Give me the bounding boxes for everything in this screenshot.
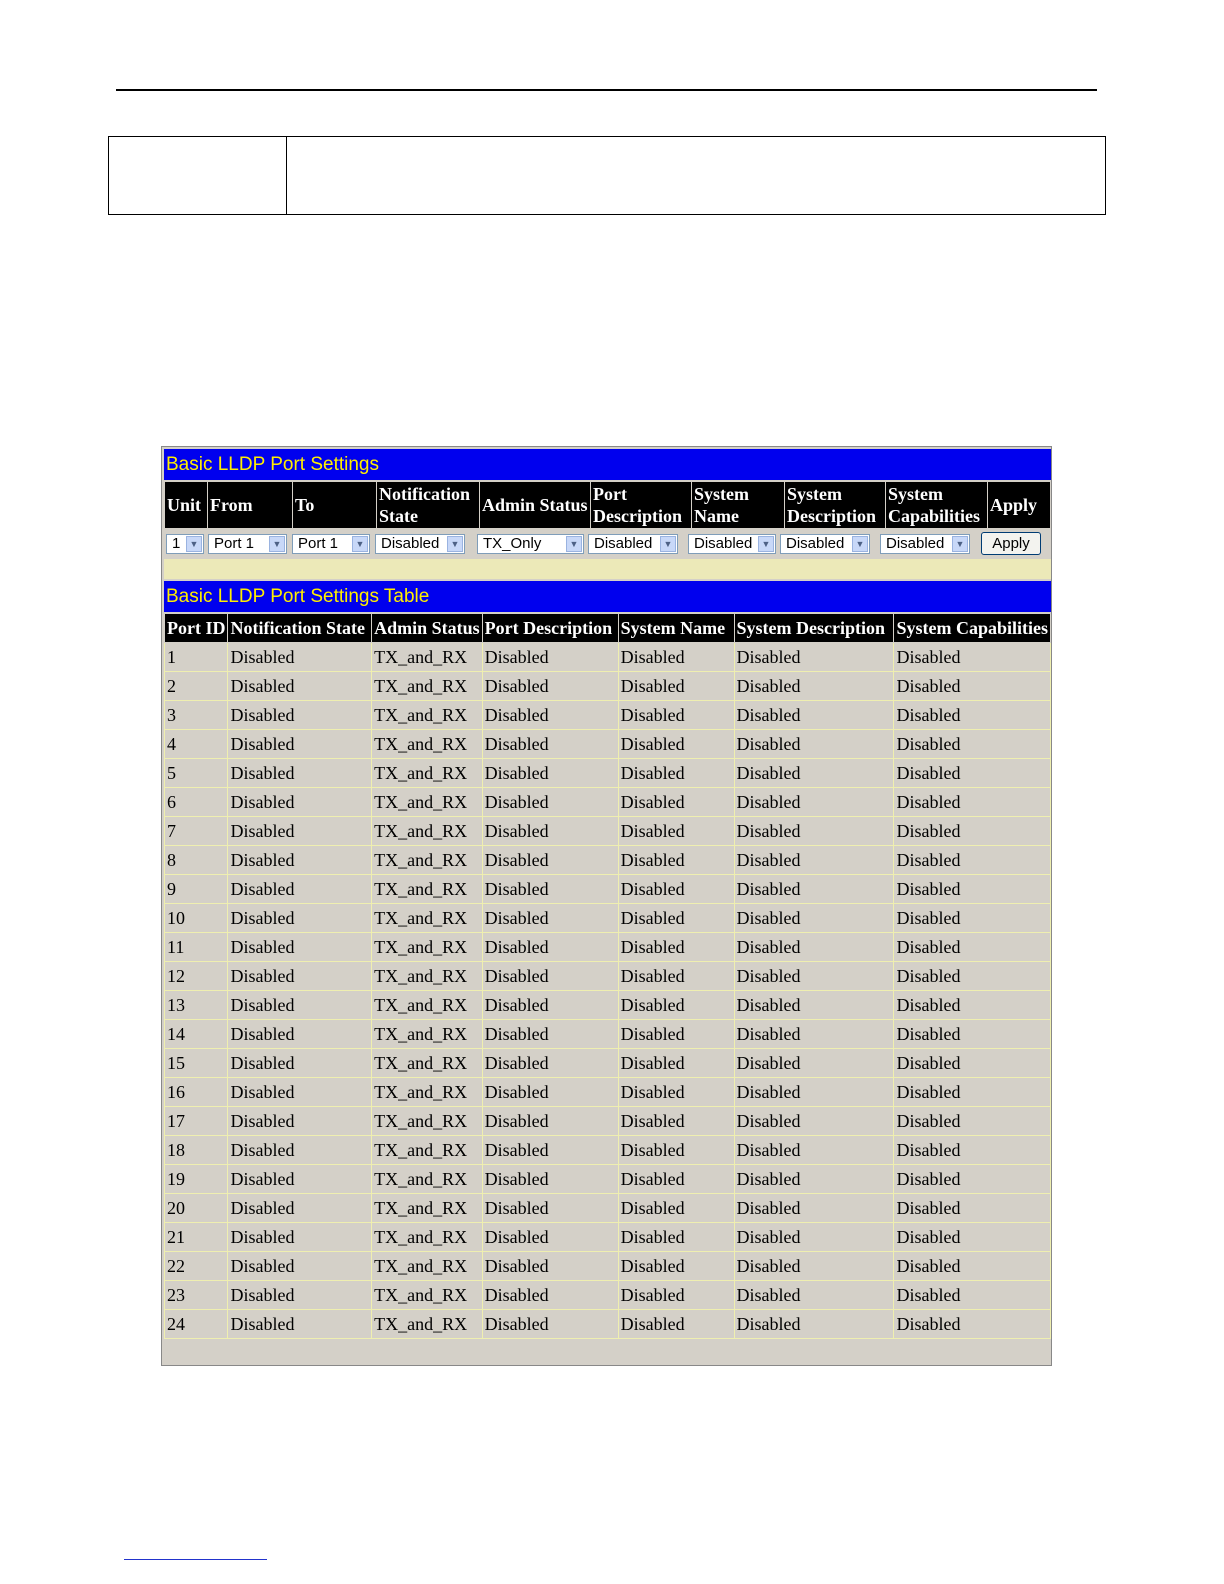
cell-port-description: Disabled: [482, 1310, 618, 1339]
cell-admin-status: TX_and_RX: [372, 643, 483, 672]
cell-port-description: Disabled: [482, 817, 618, 846]
cell-notification-state: Disabled: [228, 962, 372, 991]
cell-system-capabilities: Disabled: [894, 1049, 1051, 1078]
table-row: [165, 759, 1051, 788]
cell-port-id: 24: [165, 1310, 228, 1339]
cell-port-id: 1: [165, 643, 228, 672]
cell-system-capabilities: Disabled: [894, 672, 1051, 701]
table-row: [165, 817, 1051, 846]
cell-notification-state: Disabled: [228, 759, 372, 788]
table-row: [165, 933, 1051, 962]
cell-port-description: Disabled: [482, 1252, 618, 1281]
system-capabilities-select[interactable]: [880, 534, 970, 554]
system-name-value: Disabled: [694, 534, 753, 552]
cell-system-name: Disabled: [618, 672, 734, 701]
cell-port-id: 7: [165, 817, 228, 846]
table-row: [165, 1310, 1051, 1339]
cell-notification-state: Disabled: [228, 1281, 372, 1310]
header-system-name: System Name: [692, 482, 785, 529]
cell-port-description: Disabled: [482, 1136, 618, 1165]
cell-port-description: Disabled: [482, 904, 618, 933]
chevron-down-icon[interactable]: ▼: [852, 536, 868, 552]
cell-port-description: Disabled: [482, 1223, 618, 1252]
cell-system-capabilities: Disabled: [894, 1281, 1051, 1310]
cell-system-name: Disabled: [618, 1136, 734, 1165]
port-table-body: [165, 643, 1051, 1339]
table-row: [165, 730, 1051, 759]
cell-notification-state: Disabled: [228, 1223, 372, 1252]
table-row: [165, 962, 1051, 991]
cell-port-description: Disabled: [482, 1165, 618, 1194]
cell-system-capabilities: Disabled: [894, 643, 1051, 672]
apply-button[interactable]: Apply: [981, 532, 1041, 555]
header-system-name: System Name: [618, 614, 734, 643]
cell-admin-status: TX_and_RX: [372, 759, 483, 788]
header-apply: Apply: [988, 482, 1051, 529]
chevron-down-icon[interactable]: ▼: [758, 536, 774, 552]
table-row: [165, 1223, 1051, 1252]
table-row: [165, 875, 1051, 904]
cell-system-name: Disabled: [618, 1049, 734, 1078]
cell-system-capabilities: Disabled: [894, 904, 1051, 933]
header-system-capabilities: System Capabilities: [886, 482, 988, 529]
header-port-id: Port ID: [165, 614, 228, 643]
cell-port-id: 11: [165, 933, 228, 962]
cell-port-description: Disabled: [482, 875, 618, 904]
cell-admin-status: TX_and_RX: [372, 1223, 483, 1252]
cell-port-id: 13: [165, 991, 228, 1020]
cell-admin-status: TX_and_RX: [372, 904, 483, 933]
cell-admin-status: TX_and_RX: [372, 1165, 483, 1194]
cell-admin-status: TX_and_RX: [372, 817, 483, 846]
cell-admin-status: TX_and_RX: [372, 1049, 483, 1078]
cell-system-name: Disabled: [618, 1252, 734, 1281]
cell-admin-status: TX_and_RX: [372, 1310, 483, 1339]
header-to: To: [293, 482, 377, 529]
separator-stripe: [164, 559, 1051, 579]
cell-port-description: Disabled: [482, 1078, 618, 1107]
cell-port-id: 17: [165, 1107, 228, 1136]
cell-port-id: 6: [165, 788, 228, 817]
system-description-value: Disabled: [786, 534, 845, 552]
table-row: [165, 1136, 1051, 1165]
cell-system-capabilities: Disabled: [894, 1223, 1051, 1252]
cell-port-description: Disabled: [482, 1049, 618, 1078]
document-table-box: [108, 136, 1106, 215]
table-row: [165, 701, 1051, 730]
cell-admin-status: TX_and_RX: [372, 1252, 483, 1281]
cell-notification-state: Disabled: [228, 788, 372, 817]
cell-port-description: Disabled: [482, 991, 618, 1020]
cell-system-name: Disabled: [618, 875, 734, 904]
cell-system-name: Disabled: [618, 701, 734, 730]
cell-port-id: 9: [165, 875, 228, 904]
cell-system-capabilities: Disabled: [894, 1020, 1051, 1049]
cell-notification-state: Disabled: [228, 933, 372, 962]
port-settings-table: [164, 613, 1051, 1339]
to-port-value: Port 1: [298, 534, 339, 552]
cell-admin-status: TX_and_RX: [372, 962, 483, 991]
cell-admin-status: TX_and_RX: [372, 1107, 483, 1136]
cell-system-capabilities: Disabled: [894, 1194, 1051, 1223]
table-row: [165, 643, 1051, 672]
cell-port-description: Disabled: [482, 730, 618, 759]
cell-port-id: 10: [165, 904, 228, 933]
cell-notification-state: Disabled: [228, 1136, 372, 1165]
cell-system-description: Disabled: [734, 933, 894, 962]
cell-system-description: Disabled: [734, 875, 894, 904]
chevron-down-icon[interactable]: ▼: [447, 536, 463, 552]
cell-system-description: Disabled: [734, 672, 894, 701]
cell-port-id: 16: [165, 1078, 228, 1107]
system-capabilities-value: Disabled: [886, 534, 945, 552]
cell-system-capabilities: Disabled: [894, 1165, 1051, 1194]
cell-system-name: Disabled: [618, 1078, 734, 1107]
cell-system-name: Disabled: [618, 933, 734, 962]
header-system-description: System Description: [785, 482, 886, 529]
cell-system-name: Disabled: [618, 1223, 734, 1252]
cell-port-id: 21: [165, 1223, 228, 1252]
cell-port-description: Disabled: [482, 672, 618, 701]
cell-port-id: 18: [165, 1136, 228, 1165]
header-port-description: Port Description: [591, 482, 692, 529]
chevron-down-icon[interactable]: ▼: [269, 536, 285, 552]
cell-admin-status: TX_and_RX: [372, 730, 483, 759]
table-row: [165, 1107, 1051, 1136]
cell-port-description: Disabled: [482, 1194, 618, 1223]
cell-notification-state: Disabled: [228, 904, 372, 933]
cell-admin-status: TX_and_RX: [372, 701, 483, 730]
cell-admin-status: TX_and_RX: [372, 1136, 483, 1165]
cell-system-description: Disabled: [734, 1310, 894, 1339]
cell-port-id: 20: [165, 1194, 228, 1223]
cell-system-description: Disabled: [734, 1252, 894, 1281]
cell-admin-status: TX_and_RX: [372, 1194, 483, 1223]
cell-port-description: Disabled: [482, 1020, 618, 1049]
cell-system-description: Disabled: [734, 1049, 894, 1078]
table-row: [165, 1049, 1051, 1078]
document-table-divider: [286, 137, 287, 214]
settings-header-table: [164, 481, 1051, 529]
cell-port-description: Disabled: [482, 643, 618, 672]
notification-state-value: Disabled: [381, 534, 440, 552]
cell-system-capabilities: Disabled: [894, 701, 1051, 730]
cell-system-capabilities: Disabled: [894, 1078, 1051, 1107]
cell-system-capabilities: Disabled: [894, 933, 1051, 962]
cell-port-id: 3: [165, 701, 228, 730]
cell-system-description: Disabled: [734, 1165, 894, 1194]
notification-state-select[interactable]: [375, 534, 465, 554]
cell-admin-status: TX_and_RX: [372, 846, 483, 875]
cell-system-name: Disabled: [618, 1020, 734, 1049]
cell-notification-state: Disabled: [228, 817, 372, 846]
cell-port-id: 8: [165, 846, 228, 875]
cell-system-name: Disabled: [618, 846, 734, 875]
chevron-down-icon[interactable]: ▼: [660, 536, 676, 552]
from-port-select[interactable]: [208, 534, 287, 554]
cell-notification-state: Disabled: [228, 1020, 372, 1049]
cell-notification-state: Disabled: [228, 701, 372, 730]
cell-notification-state: Disabled: [228, 1252, 372, 1281]
port-description-value: Disabled: [594, 534, 653, 552]
system-description-select[interactable]: [780, 534, 870, 554]
cell-notification-state: Disabled: [228, 1165, 372, 1194]
cell-notification-state: Disabled: [228, 991, 372, 1020]
table-row: [165, 991, 1051, 1020]
cell-port-description: Disabled: [482, 1107, 618, 1136]
table-row: [165, 1281, 1051, 1310]
settings-title: Basic LLDP Port Settings: [164, 449, 1051, 480]
cell-system-description: Disabled: [734, 1281, 894, 1310]
cell-system-capabilities: Disabled: [894, 991, 1051, 1020]
cell-notification-state: Disabled: [228, 672, 372, 701]
cell-admin-status: TX_and_RX: [372, 875, 483, 904]
cell-system-name: Disabled: [618, 730, 734, 759]
footer-link-underline: [124, 1559, 267, 1560]
cell-admin-status: TX_and_RX: [372, 1281, 483, 1310]
table-row: [165, 1078, 1051, 1107]
cell-admin-status: TX_and_RX: [372, 672, 483, 701]
cell-port-description: Disabled: [482, 759, 618, 788]
cell-notification-state: Disabled: [228, 875, 372, 904]
chevron-down-icon[interactable]: ▼: [952, 536, 968, 552]
cell-admin-status: TX_and_RX: [372, 788, 483, 817]
cell-port-description: Disabled: [482, 701, 618, 730]
cell-system-description: Disabled: [734, 962, 894, 991]
cell-system-capabilities: Disabled: [894, 875, 1051, 904]
system-name-select[interactable]: [688, 534, 776, 554]
to-port-select[interactable]: [292, 534, 370, 554]
cell-system-name: Disabled: [618, 817, 734, 846]
cell-system-capabilities: Disabled: [894, 1310, 1051, 1339]
cell-notification-state: Disabled: [228, 1107, 372, 1136]
header-admin-status: Admin Status: [480, 482, 591, 529]
table-row: [165, 1165, 1051, 1194]
header-system-description: System Description: [734, 614, 894, 643]
cell-system-capabilities: Disabled: [894, 759, 1051, 788]
from-port-value: Port 1: [214, 534, 255, 552]
cell-system-capabilities: Disabled: [894, 1252, 1051, 1281]
chevron-down-icon[interactable]: ▼: [186, 536, 202, 552]
cell-system-description: Disabled: [734, 1194, 894, 1223]
cell-system-description: Disabled: [734, 846, 894, 875]
header-admin-status: Admin Status: [372, 614, 483, 643]
cell-system-description: Disabled: [734, 817, 894, 846]
cell-system-capabilities: Disabled: [894, 962, 1051, 991]
cell-system-description: Disabled: [734, 991, 894, 1020]
cell-port-description: Disabled: [482, 962, 618, 991]
cell-system-capabilities: Disabled: [894, 817, 1051, 846]
cell-system-description: Disabled: [734, 1078, 894, 1107]
table-row: [165, 1020, 1051, 1049]
cell-system-name: Disabled: [618, 1194, 734, 1223]
cell-notification-state: Disabled: [228, 1194, 372, 1223]
table-row: [165, 788, 1051, 817]
cell-system-name: Disabled: [618, 991, 734, 1020]
cell-port-description: Disabled: [482, 933, 618, 962]
cell-system-name: Disabled: [618, 1310, 734, 1339]
admin-status-select[interactable]: [477, 534, 584, 554]
admin-status-value: TX_Only: [483, 534, 542, 552]
cell-notification-state: Disabled: [228, 1078, 372, 1107]
cell-port-description: Disabled: [482, 846, 618, 875]
cell-system-capabilities: Disabled: [894, 730, 1051, 759]
table-row: [165, 672, 1051, 701]
cell-system-description: Disabled: [734, 1020, 894, 1049]
cell-notification-state: Disabled: [228, 643, 372, 672]
port-description-select[interactable]: [588, 534, 678, 554]
cell-system-description: Disabled: [734, 1136, 894, 1165]
cell-admin-status: TX_and_RX: [372, 1078, 483, 1107]
header-notification-state: Notification State: [228, 614, 372, 643]
cell-notification-state: Disabled: [228, 1049, 372, 1078]
cell-system-description: Disabled: [734, 759, 894, 788]
cell-system-name: Disabled: [618, 788, 734, 817]
cell-system-name: Disabled: [618, 759, 734, 788]
table-row: [165, 846, 1051, 875]
header-system-capabilities: System Capabilities: [894, 614, 1051, 643]
cell-port-id: 5: [165, 759, 228, 788]
table-row: [165, 1252, 1051, 1281]
table-row: [165, 904, 1051, 933]
cell-port-id: 14: [165, 1020, 228, 1049]
header-notification-state: Notification State: [377, 482, 480, 529]
cell-system-name: Disabled: [618, 1107, 734, 1136]
cell-port-id: 19: [165, 1165, 228, 1194]
header-from: From: [208, 482, 293, 529]
cell-system-capabilities: Disabled: [894, 1107, 1051, 1136]
cell-port-id: 2: [165, 672, 228, 701]
cell-port-id: 22: [165, 1252, 228, 1281]
page-header-rule: [116, 89, 1097, 91]
cell-system-capabilities: Disabled: [894, 788, 1051, 817]
cell-system-description: Disabled: [734, 701, 894, 730]
cell-system-description: Disabled: [734, 1107, 894, 1136]
cell-port-description: Disabled: [482, 788, 618, 817]
cell-system-name: Disabled: [618, 962, 734, 991]
cell-port-id: 4: [165, 730, 228, 759]
cell-notification-state: Disabled: [228, 1310, 372, 1339]
cell-system-name: Disabled: [618, 904, 734, 933]
cell-port-description: Disabled: [482, 1281, 618, 1310]
table-title: Basic LLDP Port Settings Table: [164, 581, 1051, 612]
cell-system-description: Disabled: [734, 730, 894, 759]
cell-system-name: Disabled: [618, 643, 734, 672]
cell-admin-status: TX_and_RX: [372, 933, 483, 962]
header-port-description: Port Description: [482, 614, 618, 643]
header-unit: Unit: [165, 482, 208, 529]
port-table-header-row: [165, 614, 1051, 643]
settings-controls-row: [164, 529, 1051, 558]
cell-system-description: Disabled: [734, 1223, 894, 1252]
cell-port-id: 12: [165, 962, 228, 991]
cell-system-description: Disabled: [734, 904, 894, 933]
cell-notification-state: Disabled: [228, 730, 372, 759]
lldp-settings-panel: [161, 446, 1052, 1366]
cell-system-capabilities: Disabled: [894, 846, 1051, 875]
cell-port-id: 23: [165, 1281, 228, 1310]
cell-system-name: Disabled: [618, 1165, 734, 1194]
cell-system-name: Disabled: [618, 1281, 734, 1310]
table-row: [165, 1194, 1051, 1223]
unit-select-value: 1: [172, 534, 181, 552]
cell-admin-status: TX_and_RX: [372, 1020, 483, 1049]
unit-select[interactable]: [166, 534, 204, 554]
cell-port-id: 15: [165, 1049, 228, 1078]
cell-admin-status: TX_and_RX: [372, 991, 483, 1020]
cell-notification-state: Disabled: [228, 846, 372, 875]
chevron-down-icon[interactable]: ▼: [566, 536, 582, 552]
cell-system-description: Disabled: [734, 788, 894, 817]
cell-system-description: Disabled: [734, 643, 894, 672]
chevron-down-icon[interactable]: ▼: [352, 536, 368, 552]
cell-system-capabilities: Disabled: [894, 1136, 1051, 1165]
